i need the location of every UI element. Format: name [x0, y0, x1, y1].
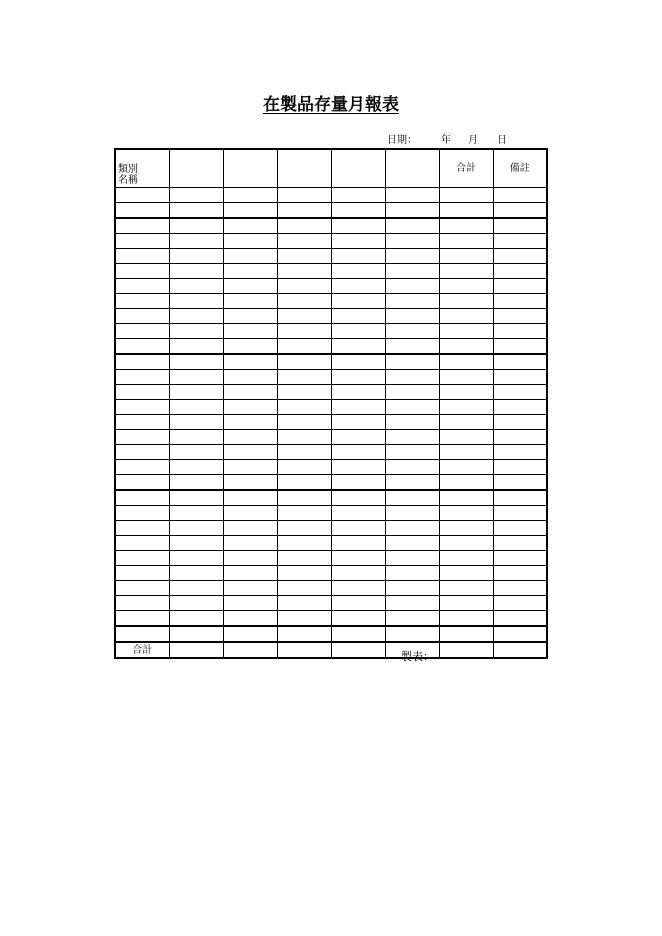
table-cell	[169, 294, 223, 309]
inventory-table	[114, 148, 548, 659]
table-cell	[169, 218, 223, 234]
table-cell	[277, 521, 331, 536]
table-cell	[439, 415, 493, 430]
remarks-column-header: 備註	[493, 149, 547, 188]
table-cell	[223, 339, 277, 355]
total-row	[115, 642, 547, 658]
table-cell	[223, 566, 277, 581]
table-cell	[493, 385, 547, 400]
table-row	[115, 536, 547, 551]
table-cell	[493, 475, 547, 491]
table-cell	[331, 218, 385, 234]
table-cell	[115, 506, 169, 521]
table-cell	[277, 354, 331, 370]
table-cell	[439, 460, 493, 475]
table-cell	[277, 581, 331, 596]
table-cell	[439, 400, 493, 415]
table-row	[115, 521, 547, 536]
table-cell	[493, 430, 547, 445]
table-cell	[439, 536, 493, 551]
table-cell	[493, 218, 547, 234]
table-cell	[331, 188, 385, 203]
table-cell	[277, 234, 331, 249]
table-cell	[439, 581, 493, 596]
table-cell	[385, 249, 439, 264]
table-cell	[169, 642, 223, 658]
table-cell	[439, 279, 493, 294]
table-cell	[493, 203, 547, 219]
table-cell	[439, 385, 493, 400]
table-cell	[439, 626, 493, 642]
table-cell	[169, 370, 223, 385]
table-row	[115, 596, 547, 611]
table-row	[115, 324, 547, 339]
table-cell	[223, 309, 277, 324]
table-cell	[223, 506, 277, 521]
table-cell	[277, 506, 331, 521]
table-cell	[115, 415, 169, 430]
table-cell	[439, 596, 493, 611]
table-cell	[331, 551, 385, 566]
table-cell	[493, 309, 547, 324]
table-cell	[439, 218, 493, 234]
column-header-5	[385, 149, 439, 188]
table-cell	[385, 339, 439, 355]
table-cell	[115, 626, 169, 642]
table-row	[115, 370, 547, 385]
table-cell	[331, 566, 385, 581]
table-cell	[277, 475, 331, 491]
table-cell	[439, 324, 493, 339]
table-cell	[115, 249, 169, 264]
table-cell	[493, 626, 547, 642]
table-cell	[385, 611, 439, 627]
table-cell	[493, 566, 547, 581]
table-cell	[277, 626, 331, 642]
table-row	[115, 445, 547, 460]
table-row	[115, 611, 547, 627]
table-cell	[439, 370, 493, 385]
table-cell	[439, 506, 493, 521]
table-cell	[169, 354, 223, 370]
table-cell	[223, 400, 277, 415]
table-cell	[385, 264, 439, 279]
table-row	[115, 309, 547, 324]
table-row	[115, 460, 547, 475]
table-cell	[223, 354, 277, 370]
table-cell	[493, 354, 547, 370]
table-row	[115, 551, 547, 566]
table-cell	[115, 324, 169, 339]
table-cell	[223, 234, 277, 249]
table-cell	[169, 566, 223, 581]
table-cell	[493, 596, 547, 611]
table-cell	[277, 551, 331, 566]
table-cell	[493, 642, 547, 658]
table-cell	[277, 264, 331, 279]
table-cell	[493, 506, 547, 521]
table-cell	[493, 460, 547, 475]
table-cell	[115, 279, 169, 294]
category-name-header	[115, 149, 169, 188]
date-label: 日期：	[387, 135, 417, 146]
table-cell	[331, 279, 385, 294]
table-cell	[331, 475, 385, 491]
header-row	[115, 149, 547, 188]
table-cell	[493, 249, 547, 264]
table-cell	[169, 203, 223, 219]
table-cell	[385, 475, 439, 491]
category-label: 類別	[118, 164, 138, 175]
table-cell	[277, 536, 331, 551]
table-cell	[493, 370, 547, 385]
table-cell	[385, 354, 439, 370]
table-cell	[493, 415, 547, 430]
prepared-by-label: 製表：	[401, 650, 434, 663]
table-cell	[115, 596, 169, 611]
table-cell	[493, 264, 547, 279]
table-cell	[169, 400, 223, 415]
table-cell	[331, 521, 385, 536]
table-cell	[439, 445, 493, 460]
table-row	[115, 203, 547, 219]
table-cell	[115, 203, 169, 219]
table-cell	[223, 385, 277, 400]
table-cell	[277, 460, 331, 475]
table-cell	[277, 324, 331, 339]
table-cell	[115, 339, 169, 355]
table-cell	[439, 249, 493, 264]
table-cell	[169, 264, 223, 279]
table-row	[115, 475, 547, 491]
table-cell	[277, 596, 331, 611]
table-cell	[331, 460, 385, 475]
table-cell	[223, 445, 277, 460]
table-cell	[169, 581, 223, 596]
table-cell	[385, 370, 439, 385]
table-cell	[493, 445, 547, 460]
table-cell	[439, 430, 493, 445]
table-row	[115, 430, 547, 445]
table-cell	[223, 475, 277, 491]
table-cell	[223, 188, 277, 203]
table-row	[115, 264, 547, 279]
table-cell	[493, 188, 547, 203]
table-cell	[223, 430, 277, 445]
table-cell	[493, 234, 547, 249]
table-row	[115, 249, 547, 264]
table-cell	[277, 279, 331, 294]
table-cell	[439, 264, 493, 279]
table-row	[115, 626, 547, 642]
table-cell	[115, 400, 169, 415]
table-cell	[439, 611, 493, 627]
table-cell	[115, 218, 169, 234]
table-cell	[385, 309, 439, 324]
table-cell	[115, 234, 169, 249]
table-cell	[385, 400, 439, 415]
table-cell	[439, 475, 493, 491]
total-column-header: 合計	[439, 149, 493, 188]
table-cell	[277, 370, 331, 385]
table-cell	[331, 264, 385, 279]
table-row	[115, 279, 547, 294]
table-row	[115, 415, 547, 430]
table-cell	[223, 294, 277, 309]
table-cell	[331, 642, 385, 658]
table-cell	[331, 490, 385, 506]
table-cell	[277, 566, 331, 581]
table-cell	[277, 642, 331, 658]
table-cell	[169, 536, 223, 551]
table-cell	[439, 354, 493, 370]
table-cell	[439, 188, 493, 203]
table-cell	[223, 279, 277, 294]
table-cell	[385, 188, 439, 203]
table-cell	[493, 521, 547, 536]
table-cell	[115, 354, 169, 370]
table-cell	[277, 445, 331, 460]
table-cell	[115, 460, 169, 475]
table-cell	[115, 475, 169, 491]
table-cell	[115, 566, 169, 581]
table-cell	[277, 385, 331, 400]
table-cell	[277, 218, 331, 234]
table-cell	[223, 249, 277, 264]
table-row	[115, 188, 547, 203]
table-cell	[169, 521, 223, 536]
column-header-4	[331, 149, 385, 188]
table-cell	[169, 551, 223, 566]
table-cell	[115, 490, 169, 506]
table-cell	[169, 445, 223, 460]
table-cell	[115, 536, 169, 551]
table-cell	[115, 581, 169, 596]
table-cell	[223, 521, 277, 536]
table-cell	[385, 294, 439, 309]
table-cell	[223, 581, 277, 596]
table-cell	[385, 279, 439, 294]
table-cell	[223, 324, 277, 339]
table-cell	[331, 324, 385, 339]
table-cell	[385, 626, 439, 642]
table-cell	[385, 385, 439, 400]
table-cell	[385, 445, 439, 460]
table-cell	[223, 264, 277, 279]
table-cell	[493, 339, 547, 355]
table-cell	[331, 445, 385, 460]
table-cell	[277, 400, 331, 415]
table-row	[115, 490, 547, 506]
table-cell	[439, 294, 493, 309]
report-title-text: 在製品存量月報表	[263, 95, 399, 115]
table-cell	[385, 536, 439, 551]
table-cell	[169, 309, 223, 324]
table-cell	[439, 566, 493, 581]
table-cell	[385, 460, 439, 475]
table-cell	[277, 249, 331, 264]
table-cell	[223, 536, 277, 551]
table-cell	[493, 294, 547, 309]
table-cell	[385, 551, 439, 566]
table-cell	[277, 294, 331, 309]
table-cell	[223, 415, 277, 430]
report-title	[0, 94, 662, 116]
table-row	[115, 385, 547, 400]
table-cell	[439, 339, 493, 355]
table-cell	[223, 611, 277, 627]
table-cell	[385, 234, 439, 249]
table-cell	[223, 490, 277, 506]
table-row	[115, 354, 547, 370]
table-cell	[277, 611, 331, 627]
table-cell	[385, 596, 439, 611]
table-cell	[385, 203, 439, 219]
table-cell	[331, 385, 385, 400]
table-cell	[223, 203, 277, 219]
column-header-1	[169, 149, 223, 188]
table-cell	[331, 536, 385, 551]
table-cell	[223, 551, 277, 566]
table-cell	[493, 551, 547, 566]
table-cell	[385, 581, 439, 596]
table-cell	[169, 339, 223, 355]
table-cell	[439, 234, 493, 249]
table-cell	[277, 203, 331, 219]
table-cell	[169, 626, 223, 642]
table-cell	[223, 460, 277, 475]
table-cell	[277, 188, 331, 203]
table-cell	[115, 294, 169, 309]
table-row	[115, 581, 547, 596]
table-cell	[115, 521, 169, 536]
table-cell	[331, 430, 385, 445]
table-cell	[115, 385, 169, 400]
table-cell	[331, 309, 385, 324]
table-cell	[385, 490, 439, 506]
table-cell	[493, 324, 547, 339]
total-row-label: 合計	[115, 642, 169, 658]
table-cell	[115, 551, 169, 566]
table-cell	[277, 309, 331, 324]
table-cell	[331, 370, 385, 385]
table-cell	[385, 415, 439, 430]
table-cell	[331, 400, 385, 415]
table-cell	[169, 249, 223, 264]
table-cell	[277, 339, 331, 355]
table-cell	[331, 626, 385, 642]
table-cell	[493, 581, 547, 596]
table-cell	[169, 611, 223, 627]
date-day-label: 日	[497, 135, 507, 146]
table-cell	[331, 611, 385, 627]
table-cell	[331, 596, 385, 611]
table-cell	[115, 309, 169, 324]
table-cell	[439, 521, 493, 536]
table-cell	[169, 415, 223, 430]
table-cell	[277, 430, 331, 445]
table-cell	[169, 385, 223, 400]
table-cell	[493, 400, 547, 415]
table-cell	[277, 415, 331, 430]
table-cell	[385, 521, 439, 536]
table-cell	[331, 354, 385, 370]
table-cell	[169, 234, 223, 249]
table-cell	[223, 370, 277, 385]
name-label: 名稱	[118, 175, 138, 186]
table-cell	[493, 279, 547, 294]
table-cell	[115, 445, 169, 460]
table-cell	[169, 506, 223, 521]
table-row	[115, 218, 547, 234]
table-cell	[439, 551, 493, 566]
table-row	[115, 400, 547, 415]
table-cell	[493, 611, 547, 627]
table-cell	[169, 188, 223, 203]
table-cell	[385, 566, 439, 581]
table-cell	[169, 460, 223, 475]
table-cell	[115, 370, 169, 385]
table-cell	[169, 490, 223, 506]
table-cell	[385, 218, 439, 234]
table-row	[115, 294, 547, 309]
table-cell	[439, 309, 493, 324]
table-cell	[169, 596, 223, 611]
table-cell	[277, 490, 331, 506]
table-cell	[331, 203, 385, 219]
table-cell	[115, 611, 169, 627]
table-cell	[331, 339, 385, 355]
table-cell	[439, 490, 493, 506]
table-row	[115, 506, 547, 521]
table-cell	[223, 642, 277, 658]
table-cell	[331, 581, 385, 596]
table-cell	[115, 430, 169, 445]
table-cell	[169, 324, 223, 339]
table-row	[115, 566, 547, 581]
table-cell	[385, 430, 439, 445]
date-year-label: 年	[441, 135, 451, 146]
table-cell	[331, 234, 385, 249]
column-header-3	[277, 149, 331, 188]
table-cell	[331, 294, 385, 309]
table-cell	[439, 203, 493, 219]
table-cell	[115, 264, 169, 279]
table-cell	[223, 596, 277, 611]
table-cell	[115, 188, 169, 203]
date-month-label: 月	[468, 135, 478, 146]
table-cell	[169, 430, 223, 445]
table-cell	[493, 536, 547, 551]
table-cell	[385, 324, 439, 339]
column-header-2	[223, 149, 277, 188]
table-cell	[223, 218, 277, 234]
table-cell	[331, 415, 385, 430]
table-cell	[493, 490, 547, 506]
table-cell	[439, 642, 493, 658]
table-cell	[223, 626, 277, 642]
table-cell	[169, 475, 223, 491]
table-row	[115, 234, 547, 249]
table-cell	[331, 506, 385, 521]
table-cell	[385, 506, 439, 521]
table-row	[115, 339, 547, 355]
table-cell	[331, 249, 385, 264]
table-cell	[169, 279, 223, 294]
